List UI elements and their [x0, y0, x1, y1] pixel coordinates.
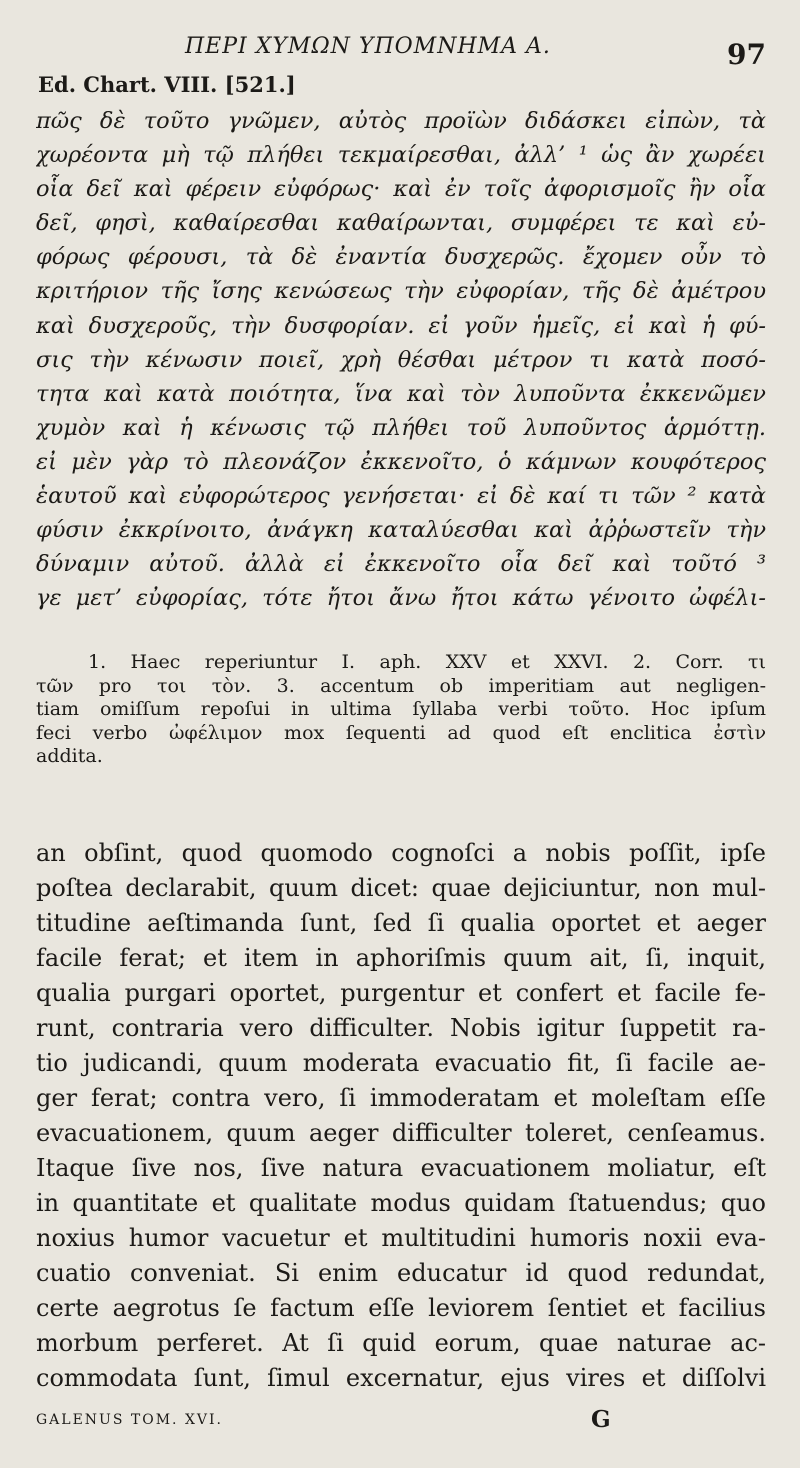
footnote-line: tiam omiſſum repoſui in ultima ſyllaba verbi τοῦτο. Hoc ipſum	[36, 698, 766, 720]
greek-line: κριτήριον τῆς ἴσης κενώσεως τὴν εὐφορίαν, τῆς δὲ ἀμέτρου	[36, 278, 766, 305]
latin-line: facile ferat; et item in aphoriſmis quum ait, ſi, inquit,	[36, 944, 766, 972]
latin-line: certe aegrotus ſe factum eſſe leviorem ſentiet et facilius	[36, 1294, 766, 1322]
signature-mark: G	[591, 1406, 611, 1433]
greek-line: δύναμιν αὐτοῦ. ἀλλὰ εἰ ἐκκενοῖτο οἷα δεῖ καὶ τοῦτό ³	[36, 551, 766, 578]
greek-line: καὶ δυσχεροῦς, τὴν δυσφορίαν. εἰ γοῦν ἡμεῖς, εἰ καὶ ἡ φύ-	[36, 312, 766, 339]
footnote-line: τῶν pro τοι τὸν. 3. accentum ob imperitiam aut negligen-	[36, 674, 766, 697]
page-footer	[0, 1406, 800, 1436]
page-number: 97	[727, 38, 766, 71]
greek-line: φύσιν ἐκκρίνοιτο, ἀνάγκη καταλύεσθαι καὶ ἀῤῥωστεῖν τὴν	[36, 517, 766, 544]
latin-line: evacuationem, quum aeger difficulter toleret, cenſeamus.	[36, 1119, 766, 1147]
latin-text-block	[36, 836, 766, 1396]
latin-line: in quantitate et qualitate modus quidam ſtatuendus; quo	[36, 1189, 766, 1217]
latin-line: cuatio conveniat. Si enim educatur id quod redundat,	[36, 1259, 766, 1287]
greek-line: φόρως φέρουσι, τὰ δὲ ἐναντία δυσχερῶς. ἔχομεν οὖν τὸ	[36, 244, 766, 271]
footnote-line: feci verbo ὠφέλιμον mox ſequenti ad quod eſt enclitica ἐστὶν	[36, 721, 766, 744]
latin-line: commodata ſunt, ſimul excernatur, ejus vires et diſſolvi	[36, 1364, 766, 1392]
footnote-line: 1. Haec reperiuntur I. aph. XXV et XXVI. 2. Corr. τι	[88, 651, 766, 673]
latin-line: poſtea declarabit, quum dicet: quae dejiciuntur, non mul-	[36, 874, 766, 902]
footnote-line: addita.	[36, 745, 103, 767]
greek-text-block	[36, 104, 766, 615]
running-head: ΠΕΡΙ ΧΥΜΩΝ ΥΠΟΜΝΗΜΑ Α.	[185, 34, 551, 59]
latin-line: Itaque ſive nos, ſive natura evacuationem moliatur, eſt	[36, 1154, 766, 1182]
latin-line: titudine aeſtimanda ſunt, ſed ſi qualia oportet et aeger	[36, 909, 766, 937]
greek-line: σις τὴν κένωσιν ποιεῖ, χρὴ θέσθαι μέτρον τι κατὰ ποσό-	[36, 346, 766, 373]
printer-signature: GALENUS TOM. XVI.	[36, 1412, 224, 1428]
greek-line: τητα καὶ κατὰ ποιότητα, ἵνα καὶ τὸν λυποῦντα ἐκκενῶμεν	[36, 380, 766, 407]
greek-line: πῶς δὲ τοῦτο γνῶμεν, αὐτὸς προϊὼν διδάσκει εἰπὼν, τὰ	[36, 108, 766, 134]
latin-line: noxius humor vacuetur et multitudini humoris noxii eva-	[36, 1224, 766, 1252]
greek-line: χωρέοντα μὴ τῷ πλήθει τεκμαίρεσθαι, ἀλλ’ ¹ ὡς ἂν χωρέει	[36, 142, 766, 169]
greek-line: ἑαυτοῦ καὶ εὐφορώτερος γενήσεται· εἰ δὲ καί τι τῶν ² κατὰ	[36, 483, 766, 510]
greek-line: χυμὸν καὶ ἡ κένωσις τῷ πλήθει τοῦ λυποῦντος ἁρμόττῃ.	[36, 414, 766, 441]
greek-line: εἰ μὲν γὰρ τὸ πλεονάζον ἐκκενοῖτο, ὁ κάμνων κουφότερος	[36, 448, 766, 475]
latin-line: an obſint, quod quomodo cognoſci a nobis poſſit, ipſe	[36, 839, 766, 867]
edition-line: Ed. Chart. VIII. [521.]	[38, 72, 296, 97]
latin-line: morbum perferet. At ſi quid eorum, quae naturae ac-	[36, 1329, 766, 1357]
latin-line: ger ferat; contra vero, ſi immoderatam et moleſtam eſſe	[36, 1084, 766, 1112]
latin-line: tio judicandi, quum moderata evacuatio fit, ſi facile ae-	[36, 1049, 766, 1077]
page-header	[0, 28, 800, 71]
greek-line: δεῖ, φησὶ, καθαίρεσθαι καθαίρωνται, συμφέρει τε καὶ εὐ-	[36, 210, 766, 237]
footnotes-block	[36, 651, 766, 769]
greek-line: γε μετ’ εὐφορίας, τότε ἤτοι ἄνω ἤτοι κάτω γένοιτο ὠφέλι-	[36, 585, 766, 612]
latin-line: runt, contraria vero difficulter. Nobis igitur ſuppetit ra-	[36, 1014, 766, 1042]
greek-line: οἷα δεῖ καὶ φέρειν εὐφόρως· καὶ ἐν τοῖς ἀφορισμοῖς ἢν οἷα	[36, 176, 766, 203]
latin-line: qualia purgari oportet, purgentur et confert et facile fe-	[36, 979, 766, 1007]
